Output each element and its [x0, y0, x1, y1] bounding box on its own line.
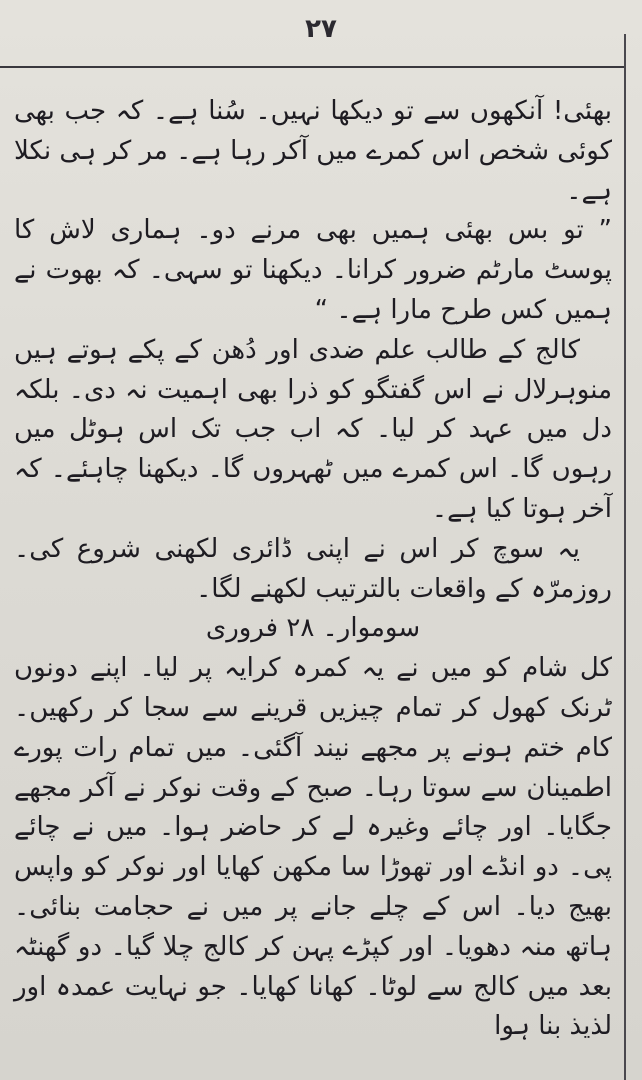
paragraph-1: بھئی! آنکھوں سے تو دیکھا نہیں۔ سُنا ہے۔ کہ جب بھی کوئی شخص اس کمرے میں آکر رہا ہے۔ مر کر ہی نکلا ہے۔ — [14, 96, 612, 206]
paragraph-2: ” تو بس بھئی ہمیں بھی مرنے دو۔ ہماری لاش کا پوسٹ مارٹم ضرور کرانا۔ دیکھنا تو سہی۔ کہ بھوت نے ہمیں کس طرح مارا ہے۔ “ — [14, 215, 612, 325]
page-number: ۲۷ — [305, 14, 337, 44]
body-text — [14, 92, 612, 1047]
margin-rule — [624, 34, 626, 1080]
paragraph-6: کل شام کو میں نے یہ کمرہ کرایہ پر لیا۔ اپنے دونوں ٹرنک کھول کر تمام چیزیں قرینے سے سجا کر رکھیں۔ کام ختم ہونے پر مجھے نیند آگئی۔ میں تمام رات پورے اطمینان سے سوتا رہا۔ صبح کے وقت نوکر نے آکر مجھے جگایا۔ اور چائے وغیرہ لے کر حاضر ہوا۔ میں نے چائے پی۔ دو انڈے اور تھوڑا سا مکھن کھایا اور نوکر کو واپس بھیج دیا۔ اس کے چلے جانے پر میں نے حجامت بنائی۔ ہاتھ منہ دھویا۔ اور کپڑے پہن کر کالج چلا گیا۔ دو گھنٹہ بعد میں کالج سے لوٹا۔ کھانا کھایا۔ جو نہایت عمدہ اور لذیذ بنا ہوا — [14, 653, 612, 1042]
paragraph-4: یہ سوچ کر اس نے اپنی ڈائری لکھنی شروع کی۔ روزمرّہ کے واقعات بالترتیب لکھنے لگا۔ — [14, 533, 612, 604]
diary-date: سوموار۔ ۲۸ فروری — [205, 613, 421, 644]
paragraph-3: کالج کے طالب علم ضدی اور دُھن کے پکے ہوتے ہیں منوہرلال نے اس گفتگو کو ذرا بھی اہمیت نہ دی۔ بلکہ دل میں عہد کر لیا۔ کہ اب جب تک اس ہوٹل میں رہوں گا۔ اس کمرے میں ٹھہروں گا۔ دیکھنا چاہئے۔ کہ آخر ہوتا کیا ہے۔ — [14, 334, 612, 524]
header-rule — [0, 66, 626, 68]
